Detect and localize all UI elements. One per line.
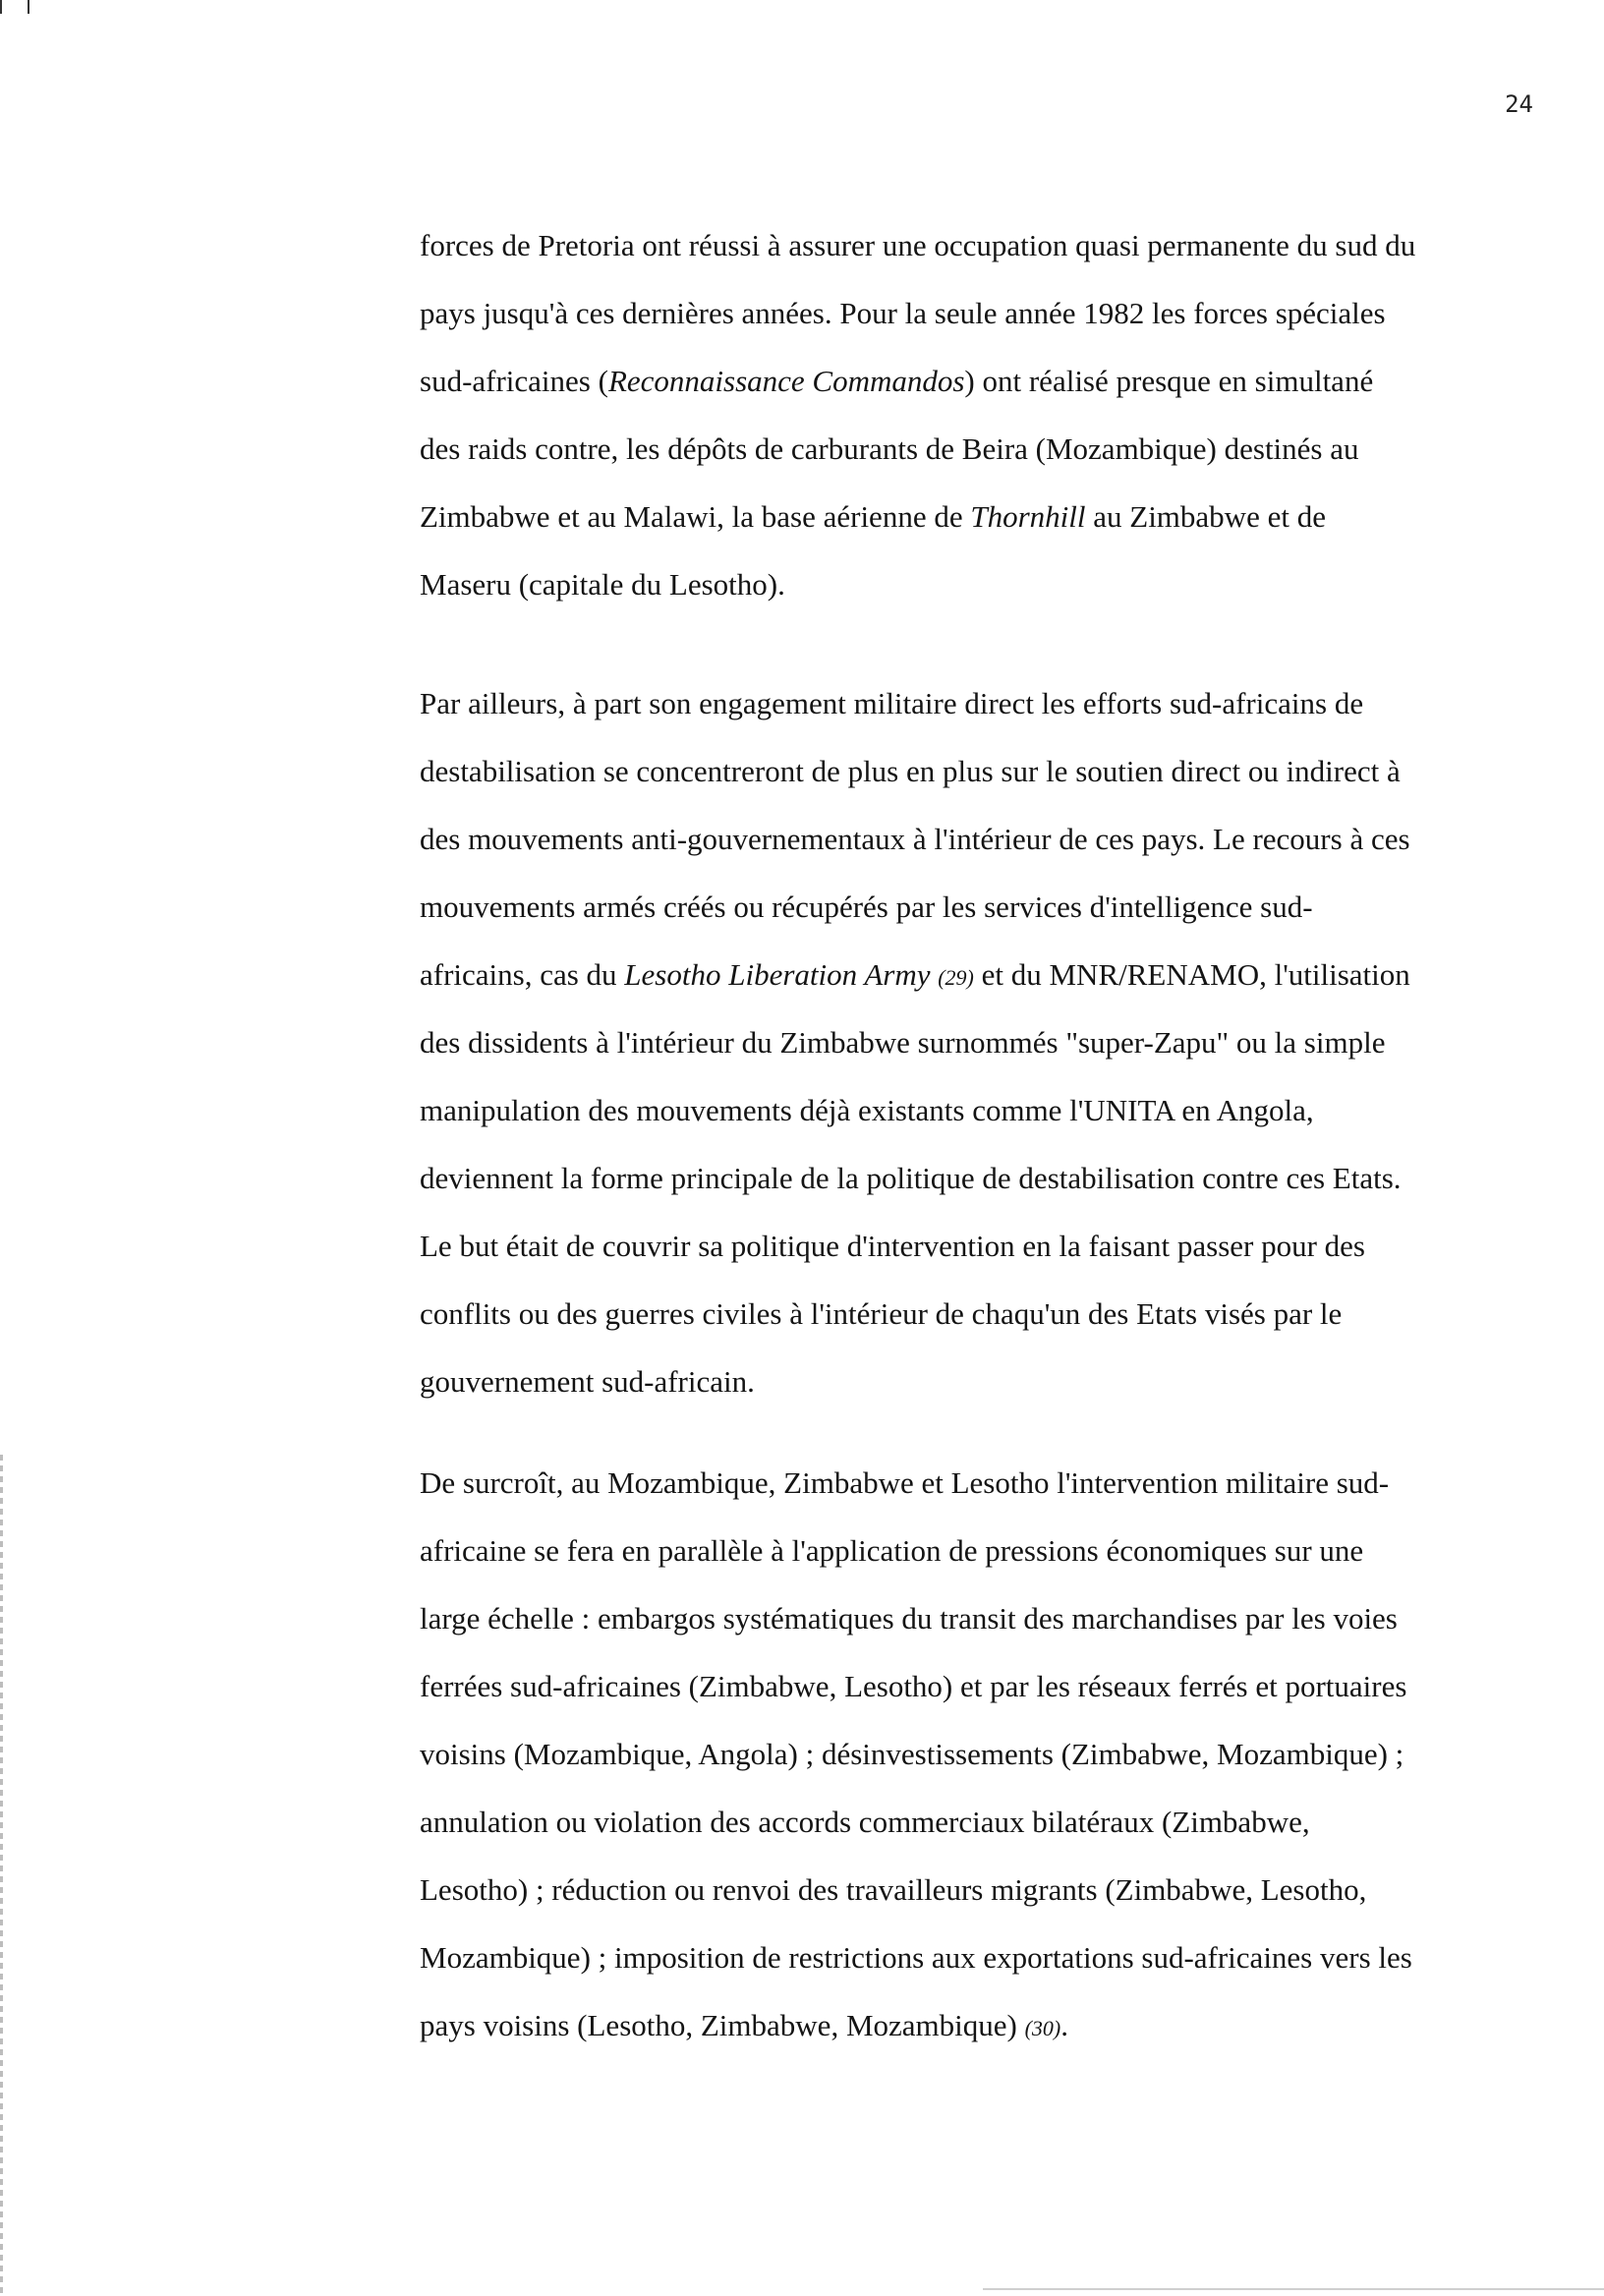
scan-edge-left xyxy=(0,1455,3,2296)
text-run: Par ailleurs, à part son engagement militaire direct les efforts sud-africains de xyxy=(420,686,1364,720)
text-line xyxy=(420,1601,1398,1636)
text-run: et du MNR/RENAMO, l'utilisation xyxy=(973,957,1410,992)
text-run: sud-africaines ( xyxy=(420,364,608,398)
citation-ref: (30) xyxy=(1024,2016,1061,2040)
text-line xyxy=(420,1533,1363,1569)
italic-text: Thornhill xyxy=(970,499,1086,534)
text-line xyxy=(420,686,1363,721)
text-run: voisins (Mozambique, Angola) ; désinvestissements (Zimbabwe, Mozambique) ; xyxy=(420,1737,1404,1771)
text-run: destabilisation se concentreront de plus en plus sur le soutien direct ou indirect à xyxy=(420,754,1401,788)
text-line xyxy=(420,1465,1389,1501)
text-line xyxy=(420,2008,1068,2046)
scan-artifact-top xyxy=(0,0,29,14)
text-line xyxy=(420,296,1386,331)
text-line xyxy=(420,364,1373,399)
text-run: manipulation des mouvements déjà existants comme l'UNITA en Angola, xyxy=(420,1093,1314,1127)
text-line xyxy=(420,957,1410,996)
text-line xyxy=(420,499,1326,535)
scan-edge-bottom xyxy=(983,2288,1604,2290)
text-line xyxy=(420,1872,1366,1908)
text-run: pays voisins (Lesotho, Zimbabwe, Mozambique) xyxy=(420,2008,1025,2042)
text-run: Mozambique) ; imposition de restrictions aux exportations sud-africaines vers les xyxy=(420,1940,1412,1975)
text-run: gouvernement sud-africain. xyxy=(420,1364,755,1399)
text-line xyxy=(420,567,785,603)
text-line xyxy=(420,822,1410,857)
text-run: africaine se fera en parallèle à l'application de pressions économiques sur une xyxy=(420,1533,1364,1568)
text-run: ) ont réalisé presque en simultané xyxy=(964,364,1374,398)
text-line xyxy=(420,1161,1402,1196)
text-line xyxy=(420,1737,1404,1772)
text-run: pays jusqu'à ces dernières années. Pour la seule année 1982 les forces spéciales xyxy=(420,296,1386,330)
text-run: Lesotho) ; réduction ou renvoi des travailleurs migrants (Zimbabwe, Lesotho, xyxy=(420,1872,1367,1907)
text-run: conflits ou des guerres civiles à l'intérieur de chaqu'un des Etats visés par le xyxy=(420,1296,1343,1331)
page-number: 24 xyxy=(1505,90,1533,118)
citation-ref: (29) xyxy=(938,965,974,990)
text-run: Maseru (capitale du Lesotho). xyxy=(420,567,785,602)
text-run: Le but était de couvrir sa politique d'intervention en la faisant passer pour des xyxy=(420,1229,1365,1263)
text-run: Zimbabwe et au Malawi, la base aérienne de xyxy=(420,499,971,534)
italic-text: Reconnaissance Commandos xyxy=(607,364,965,398)
text-line xyxy=(420,1940,1412,1976)
text-line xyxy=(420,890,1313,925)
text-line xyxy=(420,1025,1385,1061)
text-run: . xyxy=(1060,2008,1068,2042)
text-run: large échelle : embargos systématiques du transit des marchandises par les voies xyxy=(420,1601,1398,1636)
text-run: ferrées sud-africaines (Zimbabwe, Lesotho) et par les réseaux ferrés et portuaires xyxy=(420,1669,1407,1703)
text-line xyxy=(420,228,1415,263)
text-run: des mouvements anti-gouvernementaux à l'intérieur de ces pays. Le recours à ces xyxy=(420,822,1410,856)
text-line xyxy=(420,1229,1365,1264)
italic-text: Lesotho Liberation Army xyxy=(624,957,931,992)
text-run: annulation ou violation des accords commerciaux bilatéraux (Zimbabwe, xyxy=(420,1805,1310,1839)
text-line xyxy=(420,1669,1406,1704)
text-run: africains, cas du xyxy=(420,957,625,992)
text-line xyxy=(420,1296,1342,1332)
text-run: forces de Pretoria ont réussi à assurer une occupation quasi permanente du sud du xyxy=(420,228,1416,262)
text-line xyxy=(420,1093,1314,1128)
text-run: mouvements armés créés ou récupérés par les services d'intelligence sud- xyxy=(420,890,1313,924)
text-run: De surcroît, au Mozambique, Zimbabwe et Lesotho l'intervention militaire sud- xyxy=(420,1465,1390,1500)
text-run: au Zimbabwe et de xyxy=(1085,499,1326,534)
text-run: des raids contre, les dépôts de carburants de Beira (Mozambique) destinés au xyxy=(420,431,1359,466)
text-line xyxy=(420,1364,755,1400)
text-line xyxy=(420,1805,1310,1840)
text-run: deviennent la forme principale de la politique de destabilisation contre ces Etats. xyxy=(420,1161,1402,1195)
text-line xyxy=(420,754,1401,789)
text-line xyxy=(420,431,1359,467)
text-run: des dissidents à l'intérieur du Zimbabwe surnommés "super-Zapu" ou la simple xyxy=(420,1025,1386,1060)
